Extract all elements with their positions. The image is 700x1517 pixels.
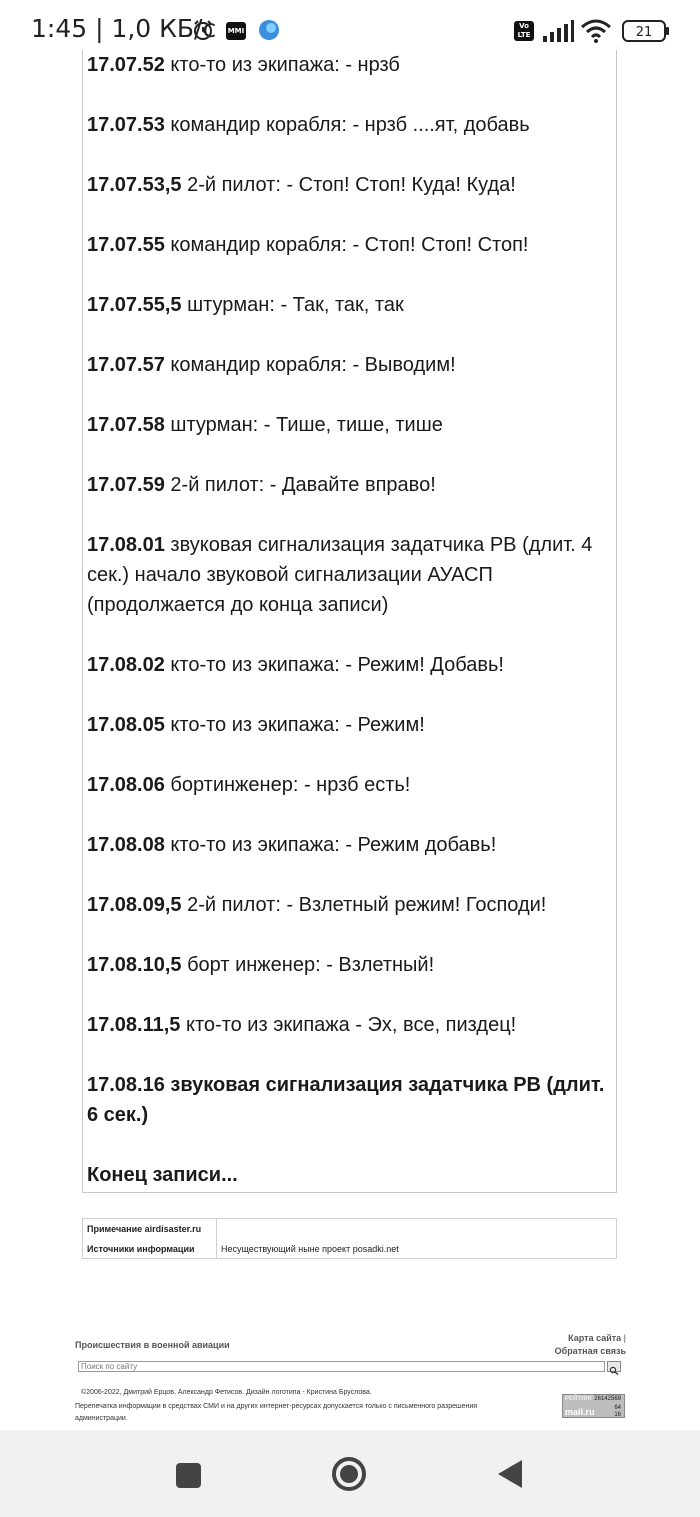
entry-text: кто-то из экипажа - Эх, все, пиздец! <box>180 1014 517 1036</box>
entry-text: бортинженер: - нрзб есть! <box>164 774 411 796</box>
search-icon <box>608 1366 620 1375</box>
transcript-entry <box>87 830 612 860</box>
transcript-entry <box>87 530 612 620</box>
counter-stats <box>614 1405 621 1419</box>
home-button[interactable] <box>331 1456 367 1492</box>
entry-text: штурман: - Так, так, так <box>181 294 404 316</box>
notes-table <box>82 1218 617 1259</box>
entry-text: звуковая сигнализация задатчика РВ (длит. 4 сек.) начало звуковой сигнализации АУАСП (продолжается до конца записи) <box>87 534 593 616</box>
entry-text: кто-то из экипажа: - Режим! Добавь! <box>164 654 504 676</box>
transcript-entry <box>87 170 612 200</box>
counter-n1: 64 <box>614 1405 621 1411</box>
footer-links <box>530 1332 626 1358</box>
transcript-entry <box>87 110 612 140</box>
cellular-signal-icon <box>542 19 574 43</box>
transcript-entry <box>87 770 612 800</box>
sources-label: Источники информации <box>87 1244 195 1254</box>
table-divider <box>216 1219 217 1258</box>
mailru-counter[interactable] <box>562 1394 625 1418</box>
transcript-entry <box>87 410 612 440</box>
entry-text: борт инженер: - Взлетный! <box>181 954 435 976</box>
entry-text: кто-то из экипажа: - Режим добавь! <box>164 834 497 856</box>
entry-text: штурман: - Тише, тише, тише <box>164 414 443 436</box>
transcript-entry <box>87 50 612 80</box>
legal-text: Перепечатка информации в средствах СМИ и на других интернет-ресурсах допускается только с письменного разрешения администрации. <box>75 1403 478 1422</box>
entry-text: командир корабля: - нрзб ....ят, добавь <box>164 114 530 136</box>
app-bubble-icon <box>258 19 280 41</box>
transcript-entry <box>87 1010 612 1040</box>
transcript-entry <box>87 950 612 980</box>
status-time: 1:45 | 1,0 КБ/с <box>31 14 217 43</box>
entry-time: 17.08.11,5 <box>87 1014 181 1036</box>
entry-time: 17.07.52 <box>87 54 165 76</box>
mmi-app-icon: MMI <box>226 22 246 40</box>
entry-text: командир корабля: - Выводим! <box>164 354 456 376</box>
entry-time: 17.08.08 <box>87 834 165 856</box>
transcript-entry <box>87 710 612 740</box>
counter-brand: mail.ru <box>565 1407 595 1417</box>
battery-level: 21 <box>635 25 653 40</box>
battery-icon <box>622 20 670 42</box>
sitemap-link[interactable]: Карта сайта <box>568 1333 622 1343</box>
copyright-text: ©2006-2022, Дмитрий Ерцов, Александр Фетисов. Дизайн логотипа - Кристина Бруслова. <box>81 1389 372 1396</box>
entry-time: 17.08.16 <box>87 1074 165 1096</box>
entry-text: 2-й пилот: - Стоп! Стоп! Куда! Куда! <box>181 174 516 196</box>
entry-time: 17.08.05 <box>87 714 165 736</box>
end-of-record: Конец записи... <box>87 1164 238 1186</box>
footer-separator: | <box>623 1333 626 1343</box>
alarm-icon <box>192 19 214 41</box>
wifi-icon <box>580 19 612 43</box>
entry-time: 17.07.58 <box>87 414 165 436</box>
entry-text: звуковая сигнализация задатчика РВ (длит. 6 сек.) <box>87 1074 605 1126</box>
entry-time: 17.08.06 <box>87 774 165 796</box>
transcript-entry <box>87 230 612 260</box>
entry-text: командир корабля: - Стоп! Стоп! Стоп! <box>164 234 529 256</box>
recents-button[interactable] <box>176 1463 201 1488</box>
note-label: Примечание airdisaster.ru <box>87 1224 202 1234</box>
entry-time: 17.08.02 <box>87 654 165 676</box>
entry-time: 17.08.01 <box>87 534 165 556</box>
transcript-article <box>82 50 617 1193</box>
transcript-entry <box>87 1070 612 1130</box>
counter-rating: РЕЙТИНГ <box>565 1396 594 1402</box>
system-nav-bar <box>0 1430 700 1517</box>
entry-time: 17.08.10,5 <box>87 954 182 976</box>
entry-time: 17.07.53,5 <box>87 174 182 196</box>
section-link[interactable]: Происшествия в военной авиации <box>75 1340 230 1350</box>
entry-time: 17.07.55,5 <box>87 294 182 316</box>
transcript-entry <box>87 650 612 680</box>
feedback-link[interactable]: Обратная связь <box>554 1346 626 1356</box>
entry-time: 17.08.09,5 <box>87 894 182 916</box>
counter-number: 26142569 <box>594 1396 621 1402</box>
volte-icon: Vo LTE <box>514 21 534 41</box>
entry-time: 17.07.53 <box>87 114 165 136</box>
search-input[interactable]: Поиск по сайту <box>78 1361 605 1372</box>
transcript-entry <box>87 350 612 380</box>
entry-text: кто-то из экипажа: - нрзб <box>164 54 400 76</box>
transcript-entry <box>87 890 612 920</box>
entry-time: 17.07.57 <box>87 354 165 376</box>
transcript-entry <box>87 290 612 320</box>
sources-value: Несуществующий ныне проект posadki.net <box>221 1244 399 1254</box>
entry-text: кто-то из экипажа: - Режим! <box>164 714 425 736</box>
entry-time: 17.07.55 <box>87 234 165 256</box>
back-button[interactable] <box>495 1458 525 1490</box>
counter-n2: 16 <box>614 1412 621 1418</box>
entry-text: 2-й пилот: - Взлетный режим! Господи! <box>181 894 547 916</box>
entry-time: 17.07.59 <box>87 474 165 496</box>
transcript-entry <box>87 470 612 500</box>
search-button[interactable] <box>607 1361 621 1372</box>
entry-text: 2-й пилот: - Давайте вправо! <box>164 474 436 496</box>
